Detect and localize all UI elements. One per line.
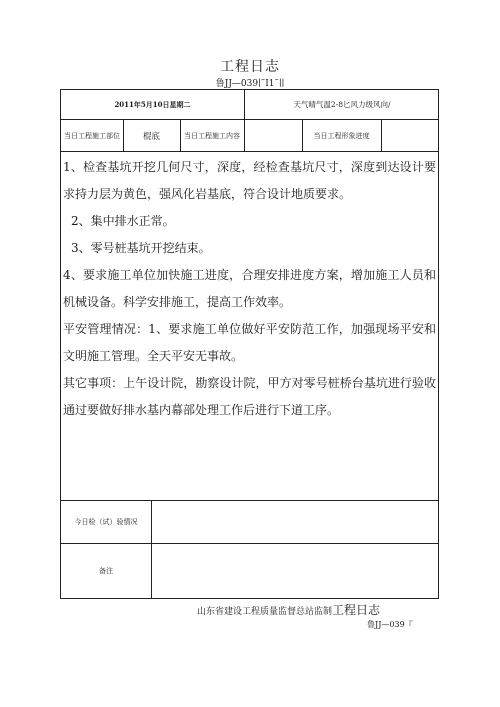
log-paragraph-3: 3、零号桩基坑开挖结束。	[71, 241, 211, 255]
form-code: 鲁JJ—039∣˜I1˜∣∣	[215, 79, 285, 89]
work-location-value: 棍底	[142, 131, 160, 142]
footer-code: 鲁JJ—039『	[367, 620, 413, 629]
inspection-value	[151, 501, 440, 543]
remarks-value	[151, 544, 440, 598]
footer-title: 工程日志	[332, 603, 381, 617]
log-paragraph-2: 2、集中排水正常。	[71, 214, 175, 228]
footer-org: 山东省建设工程质量监督总站监制	[197, 607, 333, 617]
inspection-label: 今日检（试）验情况	[74, 518, 138, 526]
date-cell: 2011年5月10日星期二	[114, 99, 191, 109]
footer-issuer	[197, 601, 380, 618]
weather-cell: 天气晴气温2-8匕风力级风向/	[293, 100, 391, 109]
log-paragraph-1: 1、检查基坑开挖几何尺寸，深度，经检查基坑尺寸，深度到达设计要求持力层为黄色，强风化岩基底，符合设计地质要求。	[63, 160, 436, 201]
work-info-row	[61, 120, 438, 152]
progress-label: 当日工程形象进度	[313, 131, 370, 140]
inspection-row	[61, 501, 438, 544]
work-content-label: 当日工程施工内容	[184, 131, 240, 140]
log-content-row	[61, 152, 438, 501]
log-form-table	[60, 89, 439, 599]
remarks-row	[61, 544, 438, 598]
progress-value	[381, 120, 440, 151]
work-location-label: 当日工程施工部位	[64, 131, 120, 140]
work-content-value	[244, 120, 302, 151]
log-content	[63, 154, 436, 424]
document-title: 工程日志	[220, 59, 280, 75]
safety-paragraph: 平安管理情况：1、要求施工单位做好平安防范工作，加强现场平安和文明施工管理。全天平安无事故。	[63, 322, 436, 363]
other-matters-paragraph: 其它事项：上午设计院，勘察设计院，甲方对零号桩桥台基坑进行验收通过要做好排水基内幕部处理工作后进行下道工序。	[63, 376, 436, 417]
date-weather-row	[61, 90, 438, 120]
remarks-label: 备注	[99, 567, 113, 575]
log-paragraph-4: 4、要求施工单位加快施工进度，合理安排进度方案，增加施工人员和机械设备。科学安排施工，提高工作效率。	[63, 268, 436, 309]
